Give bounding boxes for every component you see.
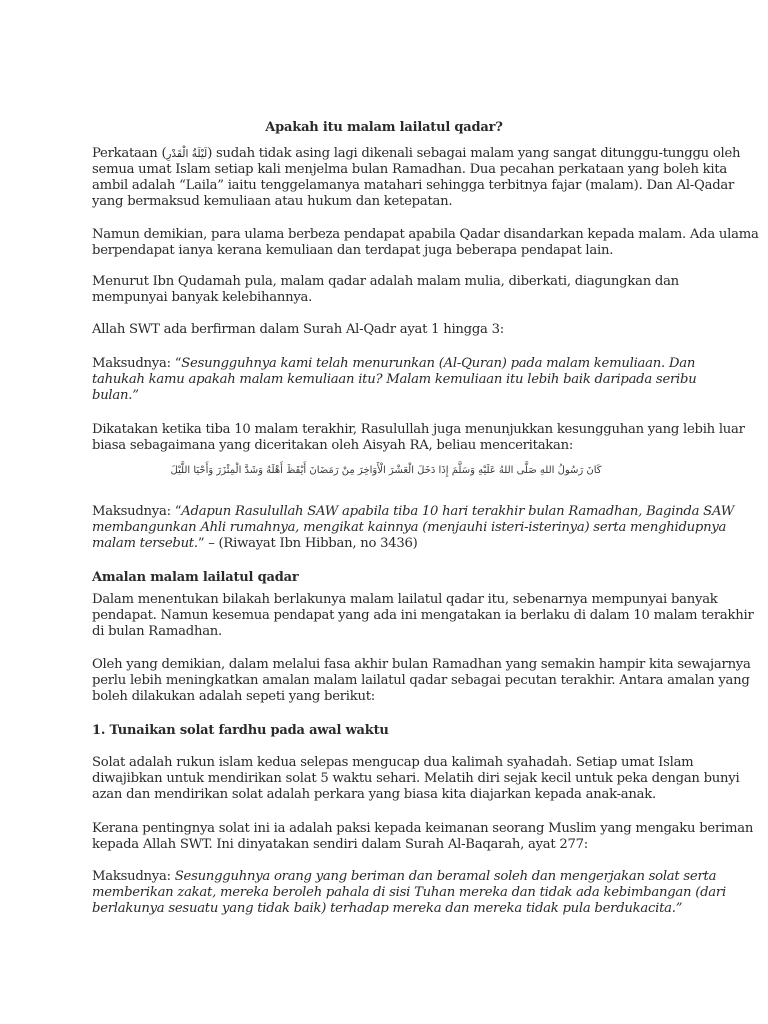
paragraph-aisyah [92,422,745,454]
paragraph-line: Namun demikian, para ulama berbeza pendapat apabila Qadar disandarkan kepada malam. Ada ulama [92,227,759,242]
paragraph-line: Allah SWT ada berfirman dalam Surah Al-Qadr ayat 1 hingga 3: [92,322,504,337]
paragraph-line: Dalam menentukan bilakah berlakunya malam lailatul qadar itu, sebenarnya mempunyai banyak [92,592,718,607]
paragraph-line: berlakunya sesuatu yang tidak baik) terhadap mereka dan mereka tidak pula berdukacita.” [92,901,683,916]
paragraph-line: Maksudnya: “Sesungguhnya kami telah menurunkan (Al-Quran) pada malam kemuliaan. Dan [92,356,696,371]
paragraph-surah-qadr [92,322,682,338]
paragraph-line: boleh dilakukan adalah sepeti yang berikut: [92,689,375,704]
paragraph-line: Maksudnya: Sesungguhnya orang yang beriman dan beramal soleh dan mengerjakan solat serta [92,869,717,884]
paragraph-line: bulan.” [92,388,139,403]
paragraph-rukun-islam [92,755,740,803]
paragraph-line: tahukah kamu apakah malam kemuliaan itu? Malam kemuliaan itu lebih baik daripada seribu [92,372,697,387]
paragraph-line: malam tersebut.” – (Riwayat Ibn Hibban, no 3436) [92,536,418,551]
paragraph-line: perlu lebih meningkatkan amalan malam lailatul qadar sebagai pecutan terakhir. Antara amalan yang [92,673,750,688]
quote-surah-baqarah [92,869,726,917]
document-title: Apakah itu malam lailatul qadar? [265,120,503,135]
paragraph-ibn-qudamah [92,274,682,306]
paragraph-line: Oleh yang demikian, dalam melalui fasa akhir bulan Ramadhan yang semakin hampir kita sewajarnya [92,657,751,672]
paragraph-line: Maksudnya: “Adapun Rasulullah SAW apabila tiba 10 hari terakhir bulan Ramadhan, Baginda SAW [92,504,735,519]
paragraph-line: semua umat Islam setiap kali menjelma bulan Ramadhan. Dua pecahan perkataan yang boleh kita [92,162,728,177]
arabic-term: لَيْلَةُ الْقَدْرِ [166,148,208,160]
paragraph-line: Menurut Ibn Qudamah pula, malam qadar adalah malam mulia, diberkati, diagungkan dan [92,274,679,289]
paragraph-line: kepada Allah SWT. Ini dinyatakan sendiri dalam Surah Al-Baqarah, ayat 277: [92,837,588,852]
paragraph-line: mempunyai banyak kelebihannya. [92,290,313,305]
paragraph-line: Perkataan (لَيْلَةُ الْقَدْرِ) sudah tidak asing lagi dikenali sebagai malam yang sangat ditunggu-tunggu oleh [92,146,741,161]
paragraph-line: Kerana pentingnya solat ini ia adalah paksi kepada keimanan seorang Muslim yang mengaku beriman [92,821,754,836]
paragraph-line: Solat adalah rukun islam kedua selepas mengucap dua kalimah syahadah. Setiap umat Islam [92,755,694,770]
paragraph-definition [92,146,741,210]
quote-hadith [92,504,735,552]
paragraph-bilakah [92,592,754,640]
paragraph-line: pendapat. Namun kesemua pendapat yang ada ini mengatakan ia berlaku di dalam 10 malam terakhir [92,608,754,623]
paragraph-pentingnya-solat [92,821,754,853]
paragraph-line: ambil adalah “Laila” iaitu tenggelamanya matahari sehingga terbitnya fajar (malam). Dan Al-Qadar [92,178,735,193]
paragraph-line: berpendapat ianya kerana kemuliaan dan terdapat juga beberapa pendapat lain. [92,243,614,258]
paragraph-line: memberikan zakat, mereka beroleh pahala di sisi Tuhan mereka dan tidak ada kebimbangan (dari [92,885,726,900]
paragraph-line: membangunkan Ahli rumahnya, mengikat kainnya (menjauhi isteri-isterinya) serta menghidupnya [92,520,727,535]
section-heading: Amalan malam lailatul qadar [92,570,299,585]
paragraph-line: yang bermaksud kemuliaan atau hukum dan ketepatan. [92,194,453,209]
paragraph-line: diwajibkan untuk mendirikan solat 5 waktu sehari. Melatih diri sejak kecil untuk peka dengan bunyi [92,771,740,786]
paragraph-line: azan dan mendirikan solat adalah perkara yang biasa kita diajarkan kepada anak-anak. [92,787,656,802]
paragraph-line: di bulan Ramadhan. [92,624,222,639]
paragraph-line: Dikatakan ketika tiba 10 malam terakhir, Rasulullah juga menunjukkan kesungguhan yang lebih luar [92,422,745,437]
paragraph-fasa-akhir [92,657,751,705]
paragraph-ulama [92,227,759,259]
hadith-arabic-text: كَانَ رَسُولُ اللهِ صَلَّى اللهُ عَلَيْهِ وَسَلَّمَ إِذَا دَخَلَ الْعَشْرَ الْأَوَاخِرَ مِنْ رَمَضَانَ أَيْقَظَ أَهْلَهُ وَشَدَّ الْمِئْزَرَ وَأَحْيَا اللَّيْلَ [170,465,602,476]
quote-surah-qadr [92,356,697,404]
paragraph-line: biasa sebagaimana yang diceritakan oleh Aisyah RA, beliau menceritakan: [92,438,574,453]
section-heading: 1. Tunaikan solat fardhu pada awal waktu [92,723,389,738]
